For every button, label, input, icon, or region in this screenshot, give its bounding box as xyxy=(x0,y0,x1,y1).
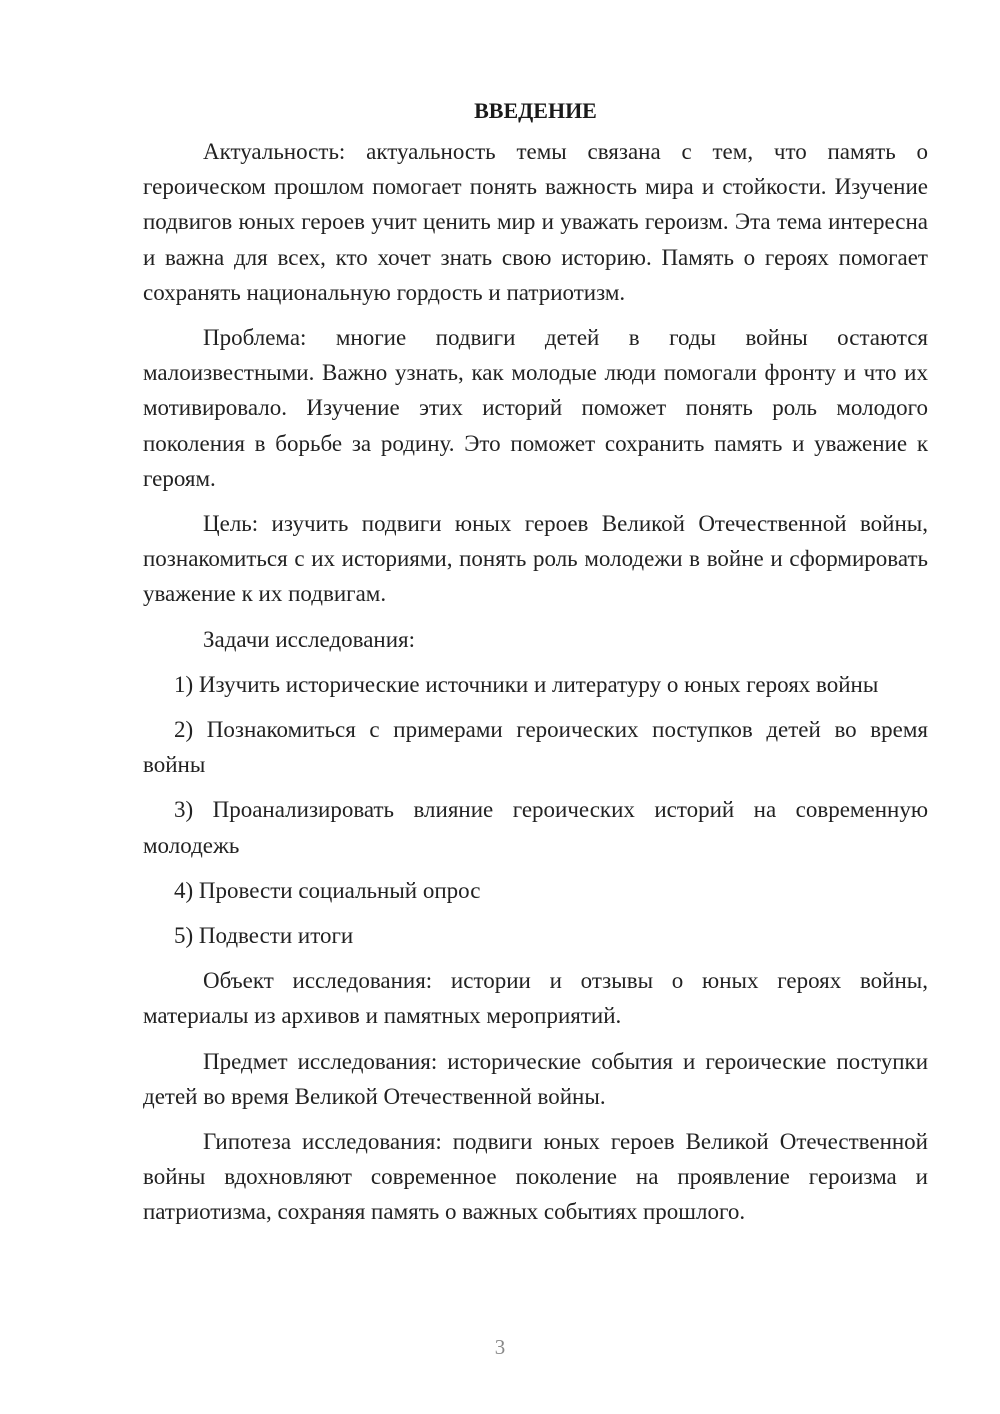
problem-paragraph: Проблема: многие подвиги детей в годы войны остаются малоизвестными. Важно узнать, как молодые люди помогали фронту и что их мотивировало. Изучение этих историй поможет понять роль молодого поколения в борьбе за родину. Это поможет сохранить память и уважение к героям. xyxy=(143,325,928,491)
goal-paragraph: Цель: изучить подвиги юных героев Великой Отечественной войны, познакомиться с их историями, понять роль молодежи в войне и сформировать уважение к их подвигам. xyxy=(143,511,928,607)
subject-paragraph: Предмет исследования: исторические события и героические поступки детей во время Великой Отечественной войны. xyxy=(143,1048,928,1109)
paragraph-spacer xyxy=(143,1114,928,1124)
tasks-heading: Задачи исследования: xyxy=(203,626,416,652)
paragraph-spacer xyxy=(143,310,928,320)
list-spacer xyxy=(143,908,928,918)
page-number: 3 xyxy=(494,1335,506,1359)
task-list-item-2: 2) Познакомиться с примерами героических поступков детей во время войны xyxy=(143,717,928,778)
relevance-paragraph: Актуальность: актуальность темы связана с тем, что память о героическом прошлом помогает понять важность мира и стойкости. Изучение подвигов юных героев учит ценить мир и уважать героизм. Эта тема интересна и важна для всех, кто хочет знать свою историю. Память о героях помогает сохранять национальную гордость и патриотизм. xyxy=(143,139,928,305)
list-spacer xyxy=(143,782,928,792)
paragraph-spacer xyxy=(143,612,928,622)
task-list-item-5: 5) Подвести итоги xyxy=(174,923,354,949)
list-spacer xyxy=(143,657,928,667)
task-list-item-4: 4) Провести социальный опрос xyxy=(174,877,481,903)
paragraph-spacer xyxy=(143,1034,928,1044)
task-list-item-3: 3) Проанализировать влияние героических историй на современную молодежь xyxy=(143,797,928,858)
task-list-item-1: 1) Изучить исторические источники и литературу о юных героях войны xyxy=(174,671,879,697)
paragraph-spacer xyxy=(143,496,928,506)
list-spacer xyxy=(143,702,928,712)
object-paragraph: Объект исследования: истории и отзывы о юных героях войны, материалы из архивов и памятных мероприятий. xyxy=(143,968,928,1029)
page-content xyxy=(143,94,928,1230)
section-title: ВВЕДЕНИЕ xyxy=(474,98,597,123)
hypothesis-paragraph: Гипотеза исследования: подвиги юных героев Великой Отечественной войны вдохновляют современное поколение на проявление героизма и патриотизма, сохраняя память о важных событиях прошлого. xyxy=(143,1129,928,1225)
list-spacer xyxy=(143,953,928,963)
list-spacer xyxy=(143,863,928,873)
